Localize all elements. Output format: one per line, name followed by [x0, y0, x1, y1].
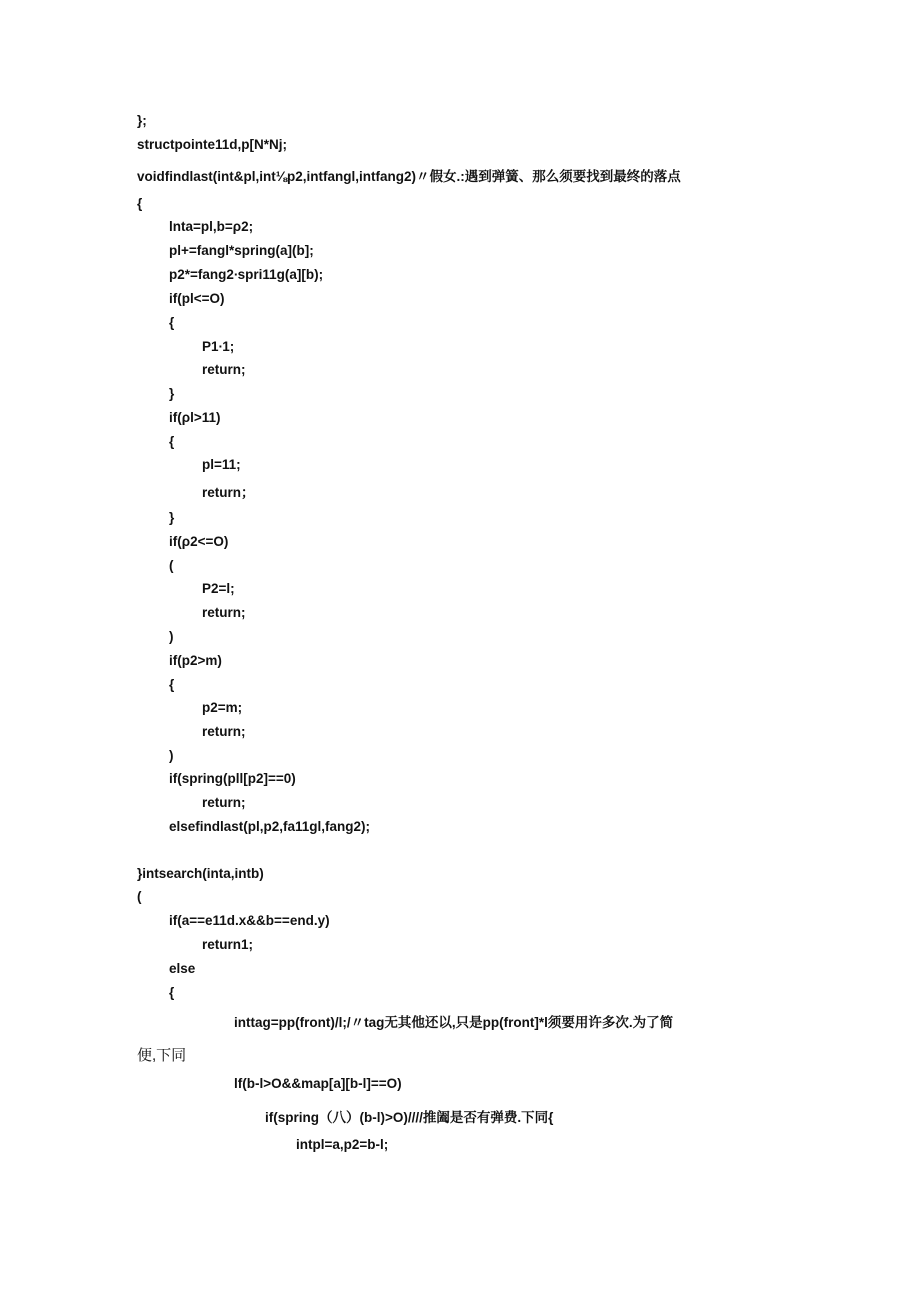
code-line: if(ρ2<=O) [169, 534, 229, 549]
code-line: ( [137, 889, 142, 904]
code-line: P2=l; [202, 581, 235, 596]
code-line: if(p2>m) [169, 653, 222, 668]
code-line: else [169, 961, 196, 976]
code-line: } [169, 386, 175, 401]
code-line: ) [169, 748, 174, 763]
code-line: return; [202, 795, 246, 810]
code-line: }; [137, 113, 147, 128]
code-line: if(ρl>11) [169, 410, 221, 425]
code-line: { [169, 315, 175, 330]
code-line: return1; [202, 937, 254, 952]
code-line: intpl=a,p2=b-l; [296, 1137, 389, 1152]
code-line: { [137, 196, 143, 211]
code-line: lf(b-l>O&&map[a][b-l]==O) [234, 1076, 402, 1091]
code-line: return; [202, 605, 246, 620]
code-line: pl+=fangl*spring(a](b]; [169, 243, 314, 258]
code-line: structpointe11d,p[N*Nj; [137, 137, 288, 152]
code-line: ) [169, 629, 174, 644]
code-line: voidfindlast(int&pl,int⅛p2,intfangl,intfang2)〃假女.:遇到弹簧、那么须要找到最终的落点 [137, 169, 681, 184]
code-line: inttag=pp(front)/l;/〃tag无其他还以,只是pp(front]*l须要用许多次.为了简 [234, 1015, 674, 1030]
code-line: { [169, 985, 175, 1000]
code-line: if(pl<=O) [169, 291, 225, 306]
code-line: lnta=pl,b=ρ2; [169, 219, 254, 234]
code-line: return; [202, 362, 246, 377]
code-line: p2=m; [202, 700, 243, 715]
code-line: 便,下同 [137, 1047, 187, 1064]
code-line: { [169, 677, 175, 692]
code-line: pl=11; [202, 457, 241, 472]
code-line: P1∙1; [202, 339, 235, 354]
code-line: }intsearch(inta,intb) [137, 866, 264, 881]
code-line: elsefindlast(pl,p2,fa11gl,fang2); [169, 819, 371, 834]
code-line: p2*=fang2∙spri11g(a][b); [169, 267, 324, 282]
code-line: if(spring(pll[p2]==0) [169, 771, 296, 786]
code-line: return； [202, 485, 255, 500]
code-line: { [169, 434, 175, 449]
code-line: ( [169, 558, 174, 573]
code-line: } [169, 510, 175, 525]
code-line: return; [202, 724, 246, 739]
code-line: if(a==e11d.x&&b==end.y) [169, 913, 330, 928]
code-line: if(spring（八）(b-l)>O)////推阖是否有弹费.下同{ [265, 1110, 554, 1125]
